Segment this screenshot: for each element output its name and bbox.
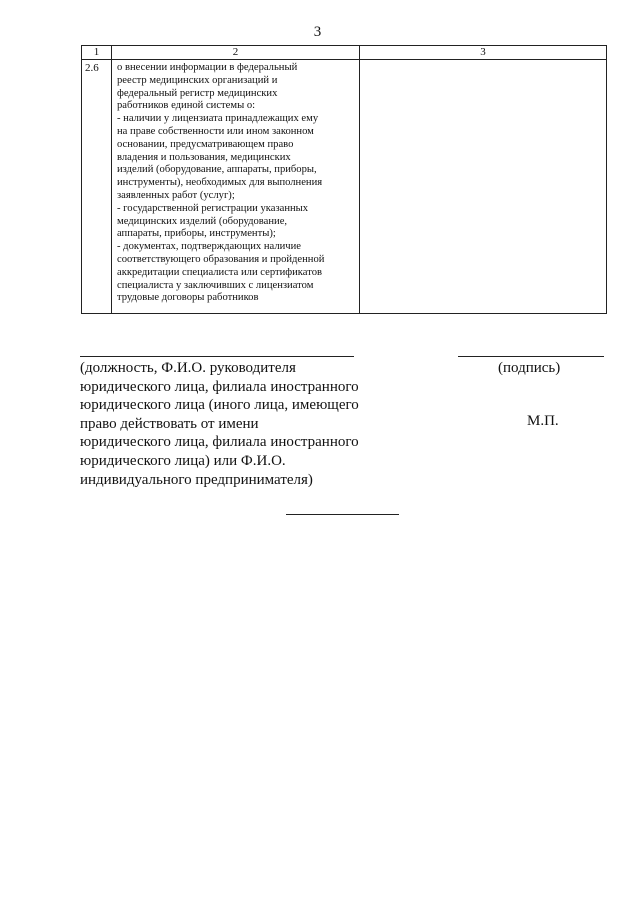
row-text-line: владения и пользования, медицинских — [117, 151, 291, 163]
row-text-line: федеральный регистр медицинских — [117, 87, 278, 99]
position-caption-line: юридического лица (иного лица, имеющего — [80, 397, 359, 414]
row-text-line: реестр медицинских организаций и — [117, 74, 278, 86]
position-caption-line: индивидуального предпринимателя) — [80, 471, 313, 488]
table-row — [82, 60, 607, 314]
position-caption-line: (должность, Ф.И.О. руководителя — [80, 360, 296, 376]
stamp-caption: М.П. — [527, 413, 559, 429]
row-description — [112, 60, 360, 314]
row-text-line: специалиста у заключивших с лицензиатом — [117, 279, 314, 291]
table-header-cell: 3 — [360, 46, 607, 60]
row-text-line: - наличии у лицензиата принадлежащих ему — [117, 113, 319, 125]
table-header-cell: 2 — [112, 46, 360, 60]
row-number: 2.6 — [82, 60, 112, 314]
position-caption-line: право действовать от имени — [80, 415, 259, 432]
row-text-line: аккредитации специалиста или сертификатов — [117, 266, 323, 278]
table-header-row — [82, 46, 607, 60]
info-table — [81, 45, 607, 314]
row-text-line: трудовые договоры работников — [117, 292, 259, 304]
row-text-line: изделий (оборудование, аппараты, приборы, — [117, 164, 317, 176]
row-text-line: - государственной регистрации указанных — [117, 202, 309, 214]
row-text-line: работников единой системы о: — [117, 100, 256, 112]
signature-caption: (подпись) — [498, 360, 561, 376]
position-signature-line — [80, 356, 354, 357]
row-text-line: - документах, подтверждающих наличие — [117, 241, 301, 253]
position-caption-line: юридического лица, филиала иностранного — [80, 434, 359, 451]
position-caption-line: юридического лица, филиала иностранного — [80, 378, 359, 395]
position-caption — [80, 359, 380, 489]
row-text-line: о внесении информации в федеральный — [117, 62, 298, 73]
row-text-line: заявленных работ (услуг); — [117, 189, 235, 201]
table-header-cell: 1 — [82, 46, 112, 60]
row-text-line: аппараты, приборы, инструменты); — [117, 228, 276, 240]
position-caption-line: юридического лица) или Ф.И.О. — [80, 452, 286, 469]
document-end-line — [286, 514, 399, 515]
row-text-line: на праве собственности или ином законном — [117, 125, 314, 137]
signature-line — [458, 356, 604, 357]
row-text-line: медицинских изделий (оборудование, — [117, 215, 288, 227]
page-number: 3 — [313, 24, 322, 40]
row-empty-cell — [360, 60, 607, 314]
row-text-line: инструменты), необходимых для выполнения — [117, 177, 323, 189]
row-text-line: соответствующего образования и пройденной — [117, 253, 325, 265]
row-text-line: основании, предусматривающем право — [117, 138, 294, 150]
